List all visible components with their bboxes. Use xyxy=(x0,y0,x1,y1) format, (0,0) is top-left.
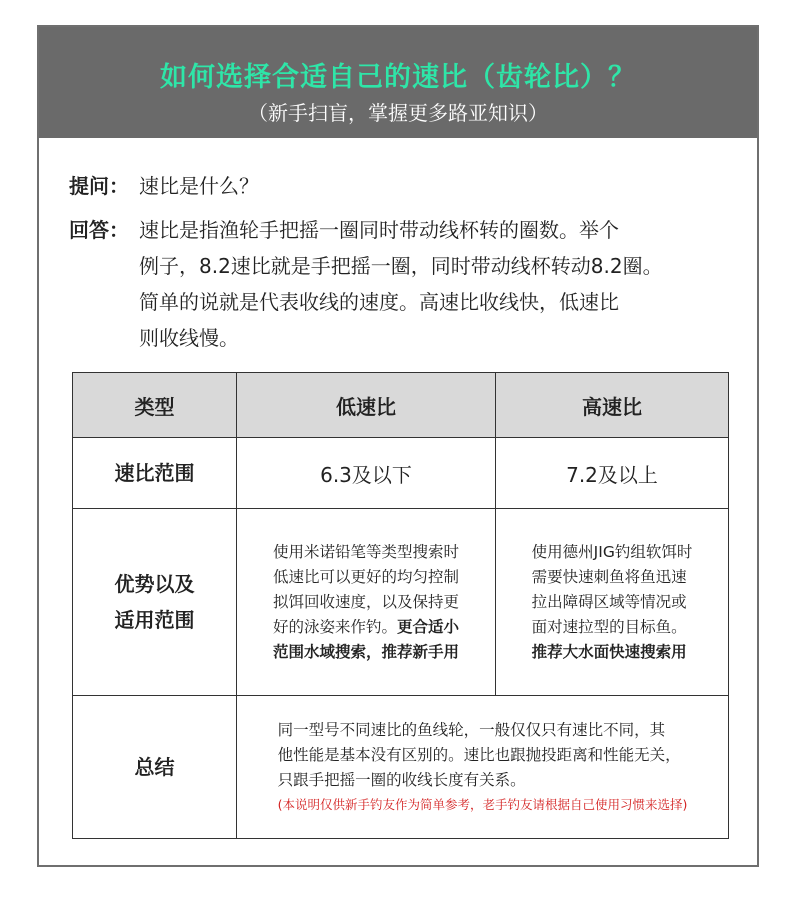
desc-line: 需要快速刺鱼将鱼迅速 xyxy=(531,567,687,586)
question-text: 速比是什么？ xyxy=(139,174,259,198)
page-subtitle: （新手扫盲，掌握更多路亚知识） xyxy=(248,101,548,125)
recommendation-text: 范围水域搜索，推荐新手用 xyxy=(272,642,459,661)
recommendation-text: 推荐大水面快速搜索用 xyxy=(531,642,687,661)
desc-line: 低速比可以更好的均匀控制 xyxy=(272,567,459,586)
summary-line: 他性能是基本没有区别的。速比也跟抛投距离和性能无关， xyxy=(277,745,681,764)
row-label-advantage xyxy=(73,509,237,696)
answer-label: 回答： xyxy=(69,218,129,242)
answer-text xyxy=(139,212,757,356)
desc-line: 面对速拉型的目标鱼。 xyxy=(531,617,687,636)
summary-cell xyxy=(237,696,729,839)
desc-line: 拟饵回收速度，以及保持更 xyxy=(272,592,459,611)
row-label-summary: 总结 xyxy=(73,696,237,839)
header-banner xyxy=(39,27,757,138)
advantage-high-text xyxy=(532,540,693,665)
table-row-range xyxy=(73,438,729,509)
row-label-line: 优势以及 xyxy=(114,572,195,596)
answer-line: 例子，8.2速比就是手把摇一圈，同时带动线杯转动8.2圈。 xyxy=(139,254,663,278)
advantage-low-text xyxy=(273,540,459,665)
table-row-advantage xyxy=(73,509,729,696)
desc-line: 使用米诺铅笔等类型搜索时 xyxy=(272,542,459,561)
range-low-value: 6.3及以下 xyxy=(237,438,496,509)
column-header-low: 低速比 xyxy=(237,373,496,438)
table-row-summary xyxy=(73,696,729,839)
column-header-type: 类型 xyxy=(73,373,237,438)
summary-line: 只跟手把摇一圈的收线长度有关系。 xyxy=(277,770,526,789)
advantage-high-cell xyxy=(496,509,729,696)
summary-text xyxy=(278,718,688,817)
page-title: 如何选择合适自己的速比（齿轮比）？ xyxy=(160,62,636,93)
row-label-range: 速比范围 xyxy=(73,438,237,509)
answer-line: 则收线慢。 xyxy=(139,326,239,350)
question-label: 提问： xyxy=(69,174,129,198)
desc-line: 拉出障碍区域等情况或 xyxy=(531,592,687,611)
info-card xyxy=(37,25,759,867)
disclaimer-note: (本说明仅供新手钓友作为简单参考，老手钓友请根据自己使用习惯来选择) xyxy=(277,796,688,812)
recommendation-line xyxy=(532,640,693,665)
desc-text: 好的泳姿来作钓。 xyxy=(272,617,397,636)
answer-line: 速比是指渔轮手把摇一圈同时带动线杯转的圈数。举个 xyxy=(139,218,619,242)
comparison-table xyxy=(72,372,729,839)
row-label-line: 适用范围 xyxy=(114,608,195,632)
range-high-value: 7.2及以上 xyxy=(496,438,729,509)
summary-line: 同一型号不同速比的鱼线轮，一般仅仅只有速比不同，其 xyxy=(277,720,666,739)
answer-line: 简单的说就是代表收线的速度。高速比收线快，低速比 xyxy=(139,290,619,314)
column-header-high: 高速比 xyxy=(496,373,729,438)
recommendation-line xyxy=(273,640,459,665)
desc-line xyxy=(273,615,459,640)
advantage-low-cell xyxy=(237,509,496,696)
recommendation-text: 更合适小 xyxy=(397,617,460,636)
desc-line: 使用德州JIG钓组软饵时 xyxy=(531,542,693,561)
table-header-row xyxy=(73,373,729,438)
